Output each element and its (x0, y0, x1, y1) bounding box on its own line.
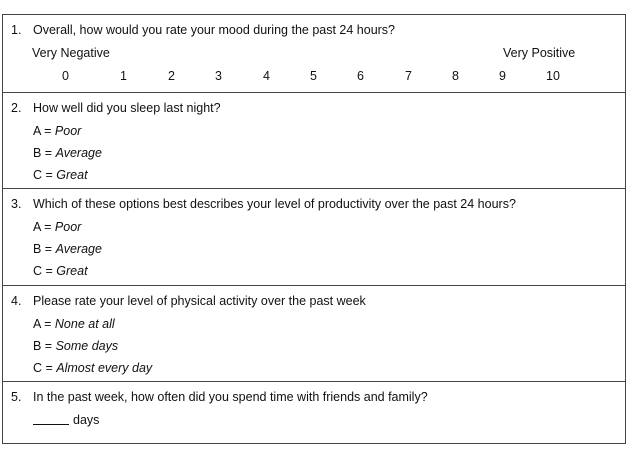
question-4-prompt (11, 294, 366, 308)
question-text: In the past week, how often did you spend time with friends and family? (33, 390, 428, 404)
question-5-prompt (11, 390, 428, 404)
option-key: C = (33, 264, 57, 278)
option-value: Poor (54, 220, 82, 234)
option-key: A = (33, 317, 55, 331)
option-key: A = (33, 220, 55, 234)
option-value: None at all (54, 317, 115, 331)
scale-option-4[interactable]: 4 (263, 69, 270, 83)
option-key: B = (33, 339, 56, 353)
question-text: Overall, how would you rate your mood during the past 24 hours? (33, 23, 396, 37)
question-1 (3, 15, 625, 92)
question-number: 5. (11, 390, 22, 404)
option-value: Average (55, 146, 102, 160)
question-text: Which of these options best describes your level of productivity over the past 24 hours? (33, 197, 516, 211)
scale-option-9[interactable]: 9 (499, 69, 506, 83)
option-key: C = (33, 361, 57, 375)
option-value: Some days (55, 339, 119, 353)
option-value: Average (55, 242, 102, 256)
question-1-prompt (11, 23, 395, 37)
question-4 (3, 285, 625, 381)
option-b[interactable] (33, 146, 102, 160)
scale-option-2[interactable]: 2 (168, 69, 175, 83)
option-key: A = (33, 124, 55, 138)
option-a[interactable] (33, 220, 81, 234)
survey-form (2, 14, 626, 444)
scale-option-0[interactable]: 0 (62, 69, 69, 83)
option-a[interactable] (33, 124, 81, 138)
scale-option-10[interactable]: 10 (546, 69, 560, 83)
question-number: 4. (11, 294, 22, 308)
question-2 (3, 92, 625, 188)
option-a[interactable] (33, 317, 115, 331)
scale-low-label: Very Negative (32, 46, 110, 60)
question-text: How well did you sleep last night? (33, 101, 221, 115)
scale-option-5[interactable]: 5 (310, 69, 317, 83)
question-3 (3, 188, 625, 285)
scale-option-3[interactable]: 3 (215, 69, 222, 83)
question-5 (3, 381, 625, 443)
scale-option-8[interactable]: 8 (452, 69, 459, 83)
option-c[interactable] (33, 168, 88, 182)
option-value: Great (56, 168, 88, 182)
question-text: Please rate your level of physical activity over the past week (33, 294, 366, 308)
option-value: Poor (54, 124, 82, 138)
scale-option-6[interactable]: 6 (357, 69, 364, 83)
days-unit-label: days (73, 413, 100, 427)
option-key: C = (33, 168, 57, 182)
days-answer-blank[interactable] (33, 424, 69, 425)
question-number: 2. (11, 101, 22, 115)
question-number: 3. (11, 197, 22, 211)
option-c[interactable] (33, 361, 152, 375)
option-b[interactable] (33, 339, 118, 353)
scale-option-1[interactable]: 1 (120, 69, 127, 83)
option-value: Almost every day (56, 361, 153, 375)
scale-option-7[interactable]: 7 (405, 69, 412, 83)
days-answer (33, 413, 99, 427)
option-c[interactable] (33, 264, 88, 278)
question-3-prompt (11, 197, 516, 211)
scale-high-label: Very Positive (503, 46, 576, 60)
option-key: B = (33, 146, 56, 160)
option-key: B = (33, 242, 56, 256)
option-b[interactable] (33, 242, 102, 256)
question-2-prompt (11, 101, 221, 115)
question-number: 1. (11, 23, 22, 37)
option-value: Great (56, 264, 88, 278)
